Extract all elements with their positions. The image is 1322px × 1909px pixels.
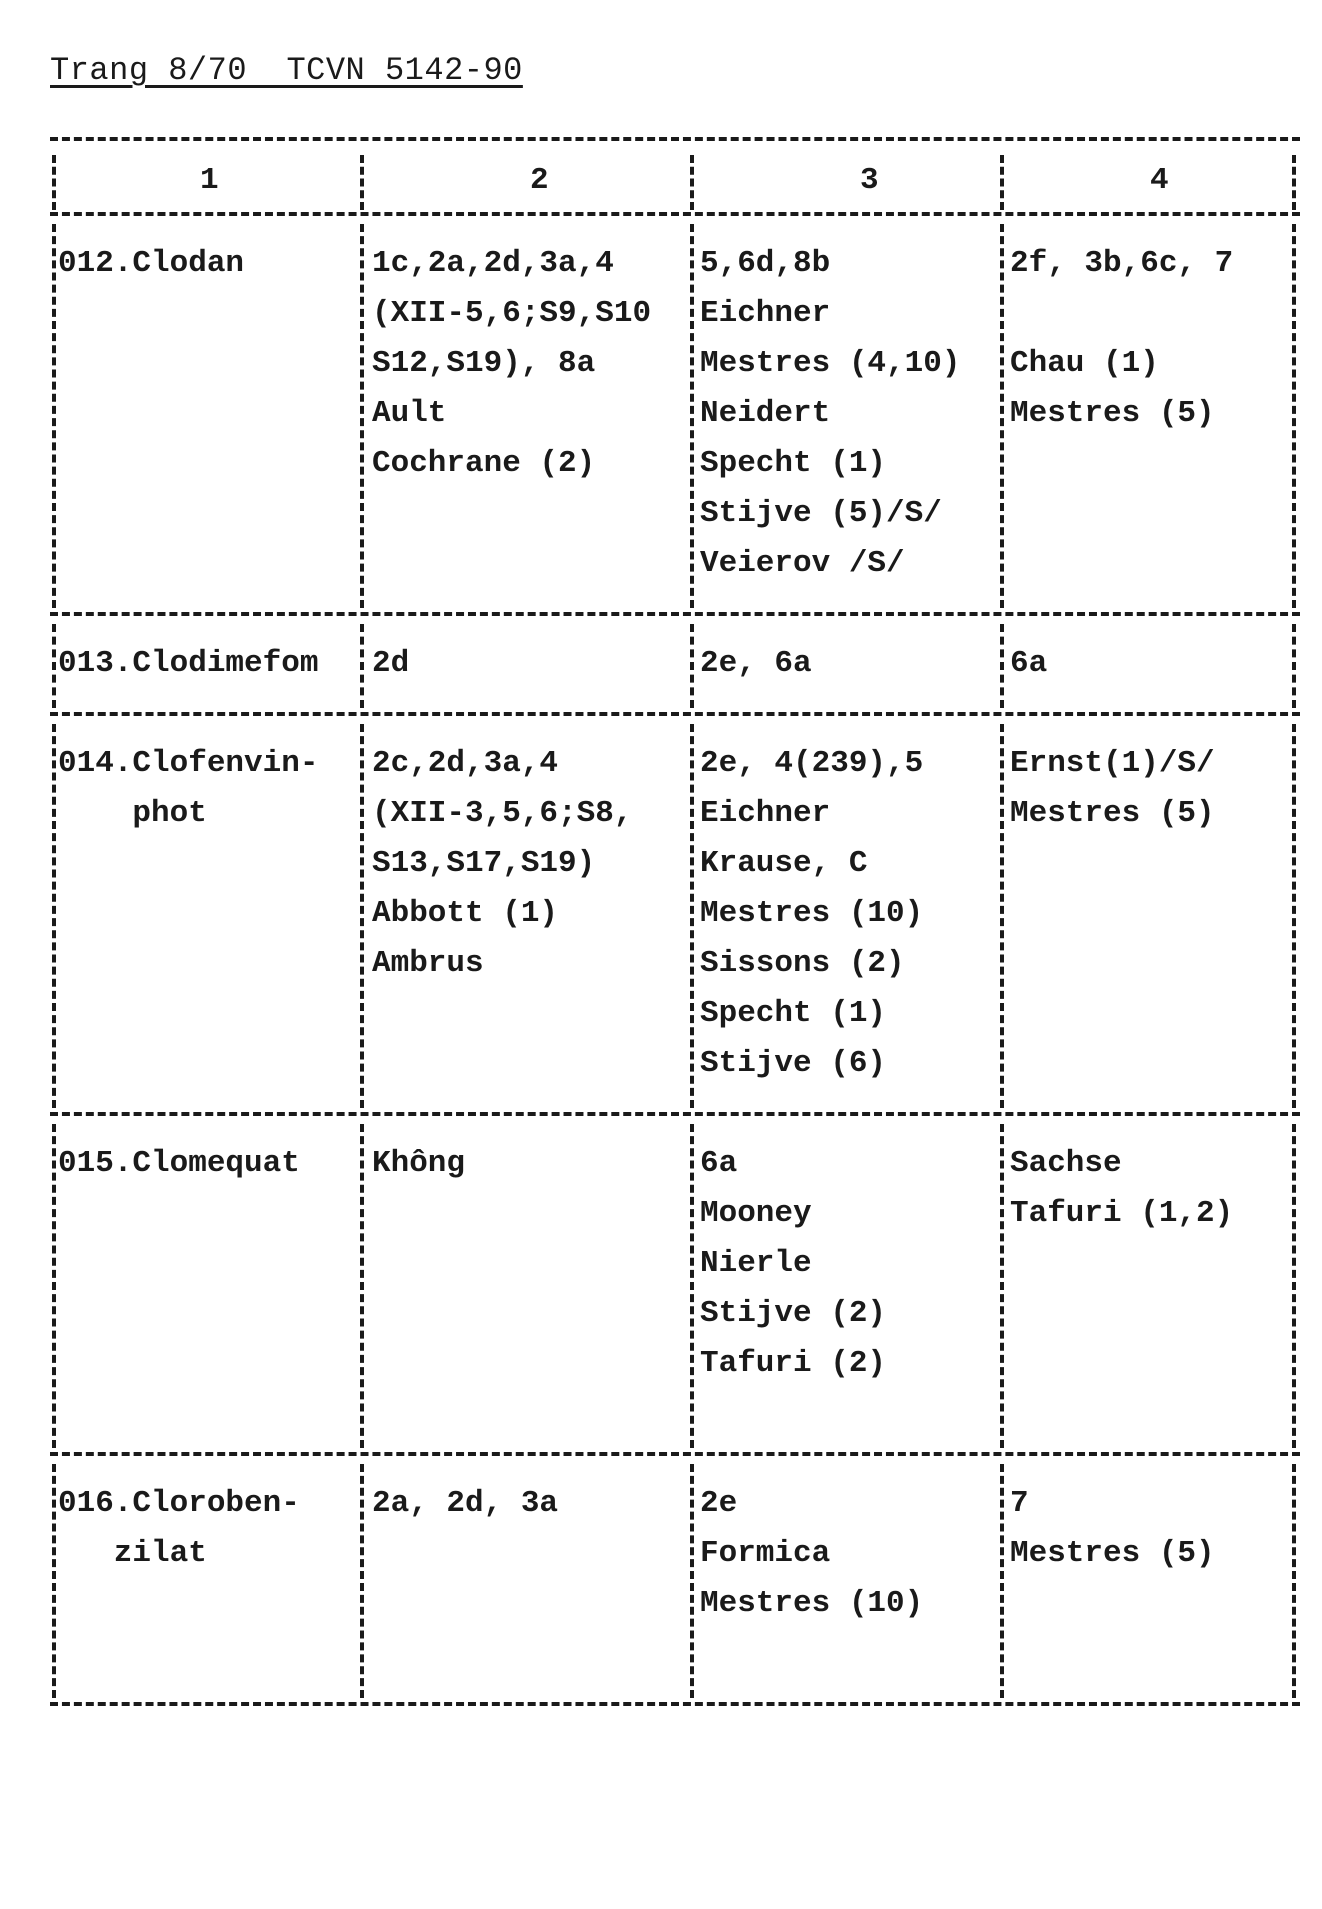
table-cell-text: Stijve (2) xyxy=(700,1296,887,1331)
row-4-separator-1 xyxy=(360,1124,364,1448)
row-5-separator-2 xyxy=(690,1464,694,1698)
row-divider xyxy=(50,612,1300,616)
row-2-separator-1 xyxy=(360,624,364,708)
row-divider xyxy=(50,1112,1300,1116)
table-top-border xyxy=(50,137,1300,141)
row-3-separator-1 xyxy=(360,724,364,1108)
table-cell-text: Abbott (1) xyxy=(372,896,559,931)
table-cell-text: 015.Clomequat xyxy=(58,1146,300,1181)
row-1-separator-4 xyxy=(1292,224,1296,608)
table-cell-text: Eichner xyxy=(700,296,831,331)
header-row-separator-2 xyxy=(690,155,694,210)
row-5-separator-3 xyxy=(1000,1464,1004,1698)
table-cell-text: Ambrus xyxy=(372,946,484,981)
table-cell-text: Specht (1) xyxy=(700,446,887,481)
row-5-separator-4 xyxy=(1292,1464,1296,1698)
table-cell-text: 2e, 4(239),5 xyxy=(700,746,924,781)
column-number-1: 1 xyxy=(200,163,219,198)
table-cell-text: Neidert xyxy=(700,396,831,431)
column-number-2: 2 xyxy=(530,163,549,198)
row-3-separator-4 xyxy=(1292,724,1296,1108)
header-row-separator-3 xyxy=(1000,155,1004,210)
table-cell-text: phot xyxy=(58,796,207,831)
table-cell-text: 013.Clodimefom xyxy=(58,646,319,681)
table-cell-text: Formica xyxy=(700,1536,831,1571)
header-divider xyxy=(50,212,1300,216)
table-cell-text: Mestres (4,10) xyxy=(700,346,961,381)
table-cell-text: Ault xyxy=(372,396,447,431)
table-cell-text: 5,6d,8b xyxy=(700,246,831,281)
row-4-separator-4 xyxy=(1292,1124,1296,1448)
table-cell-text: Mestres (5) xyxy=(1010,396,1215,431)
table-cell-text: 2e xyxy=(700,1486,738,1521)
row-5-separator-1 xyxy=(360,1464,364,1698)
table-cell-text: Specht (1) xyxy=(700,996,887,1031)
table-cell-text: 2e, 6a xyxy=(700,646,812,681)
row-2-separator-2 xyxy=(690,624,694,708)
table-cell-text: 6a xyxy=(700,1146,738,1181)
table-cell-text: Stijve (6) xyxy=(700,1046,887,1081)
table-cell-text: 2d xyxy=(372,646,410,681)
table-cell-text: 2f, 3b,6c, 7 xyxy=(1010,246,1234,281)
row-4-separator-0 xyxy=(52,1124,56,1448)
table-cell-text: Cochrane (2) xyxy=(372,446,596,481)
table-cell-text: (XII-3,5,6;S8, xyxy=(372,796,633,831)
table-cell-text: Eichner xyxy=(700,796,831,831)
row-1-separator-1 xyxy=(360,224,364,608)
column-number-3: 3 xyxy=(860,163,879,198)
table-cell-text: Krause, C xyxy=(700,846,868,881)
table-cell-text: Veierov /S/ xyxy=(700,546,905,581)
table-cell-text: Mestres (10) xyxy=(700,896,924,931)
row-3-separator-0 xyxy=(52,724,56,1108)
table-cell-text: Không xyxy=(372,1146,466,1181)
table-cell-text: Nierle xyxy=(700,1246,812,1281)
row-4-separator-2 xyxy=(690,1124,694,1448)
table-cell-text: 2a, 2d, 3a xyxy=(372,1486,559,1521)
table-cell-text: 7 xyxy=(1010,1486,1029,1521)
row-divider xyxy=(50,1702,1300,1706)
table-cell-text: Ernst(1)/S/ xyxy=(1010,746,1215,781)
row-4-separator-3 xyxy=(1000,1124,1004,1448)
row-2-separator-4 xyxy=(1292,624,1296,708)
table-cell-text: 2c,2d,3a,4 xyxy=(372,746,559,781)
table-cell-text: Mooney xyxy=(700,1196,812,1231)
table-cell-text: 6a xyxy=(1010,646,1048,681)
header-row-separator-4 xyxy=(1292,155,1296,210)
column-number-4: 4 xyxy=(1150,163,1169,198)
header-row-separator-1 xyxy=(360,155,364,210)
table-cell-text: 1c,2a,2d,3a,4 xyxy=(372,246,614,281)
row-3-separator-3 xyxy=(1000,724,1004,1108)
row-divider xyxy=(50,1452,1300,1456)
row-1-separator-3 xyxy=(1000,224,1004,608)
table-cell-text: 014.Clofenvin- xyxy=(58,746,319,781)
table-cell-text: Stijve (5)/S/ xyxy=(700,496,942,531)
page-header: Trang 8/70 TCVN 5142-90 xyxy=(50,52,523,89)
table-cell-text: (XII-5,6;S9,S10 xyxy=(372,296,652,331)
row-1-separator-2 xyxy=(690,224,694,608)
row-2-separator-0 xyxy=(52,624,56,708)
table-cell-text: zilat xyxy=(58,1536,207,1571)
header-row-separator-0 xyxy=(52,155,56,210)
row-3-separator-2 xyxy=(690,724,694,1108)
table-cell-text: 012.Clodan xyxy=(58,246,245,281)
row-divider xyxy=(50,712,1300,716)
table-cell-text: Sissons (2) xyxy=(700,946,905,981)
table-cell-text: Sachse xyxy=(1010,1146,1122,1181)
table-cell-text: Tafuri (1,2) xyxy=(1010,1196,1234,1231)
table-cell-text: S13,S17,S19) xyxy=(372,846,596,881)
table-cell-text: Tafuri (2) xyxy=(700,1346,887,1381)
table-cell-text: S12,S19), 8a xyxy=(372,346,596,381)
table-cell-text: Mestres (5) xyxy=(1010,796,1215,831)
table-cell-text: Mestres (10) xyxy=(700,1586,924,1621)
row-2-separator-3 xyxy=(1000,624,1004,708)
row-1-separator-0 xyxy=(52,224,56,608)
table-cell-text: Chau (1) xyxy=(1010,346,1159,381)
table-cell-text: 016.Cloroben- xyxy=(58,1486,300,1521)
table-cell-text: Mestres (5) xyxy=(1010,1536,1215,1571)
row-5-separator-0 xyxy=(52,1464,56,1698)
